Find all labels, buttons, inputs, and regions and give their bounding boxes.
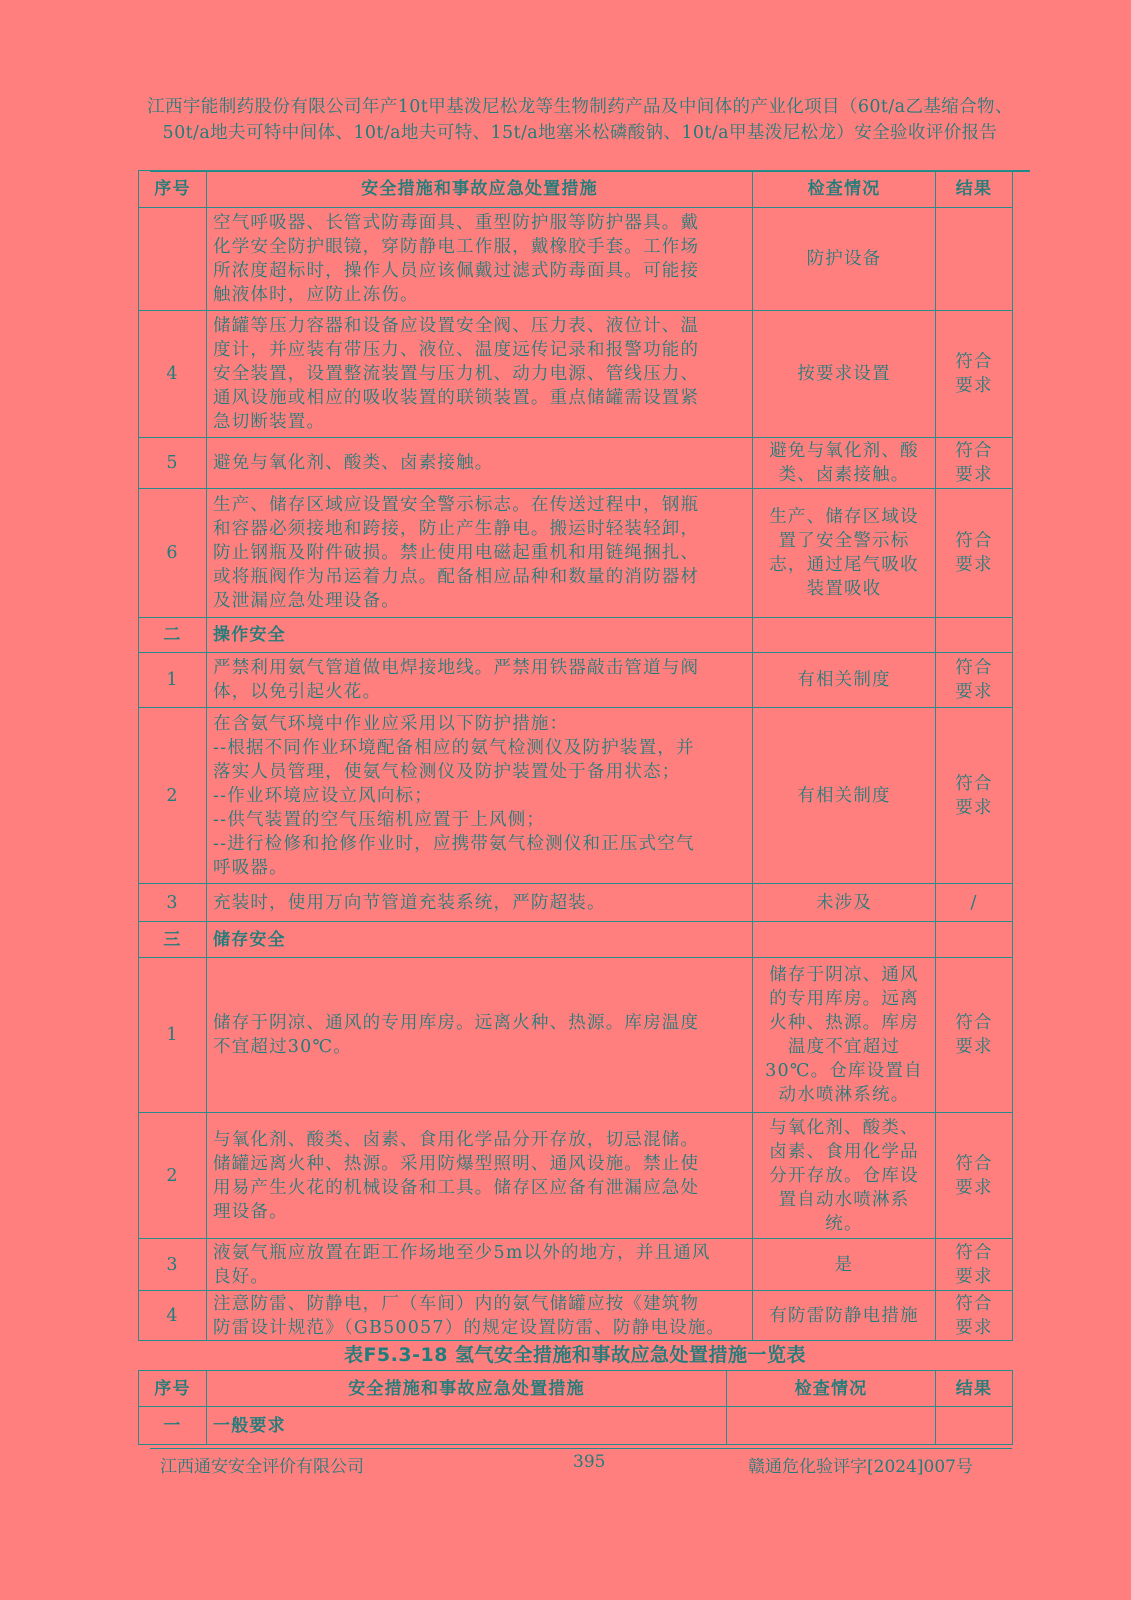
measure-cell: 与氧化剂、酸类、卤素、食用化学品分开存放，切忌混储。 储罐远离火种、热源。采用防爆型照明、通风设施。禁止使 用易产生火花的机械设备和工具。储存区应备有泄漏应急处 理设备。 [207, 1113, 753, 1239]
check-cell: 生产、储存区域设 置了安全警示标 志，通过尾气吸收 装置吸收 [753, 489, 936, 618]
row-number: 二 [139, 618, 207, 653]
col-header-measure: 安全措施和事故应急处置措施 [207, 171, 753, 208]
table-row [139, 208, 1013, 311]
table-row [139, 489, 1013, 618]
table-row [139, 708, 1013, 884]
table-header-row [139, 1371, 1013, 1407]
table-row [139, 438, 1013, 489]
check-cell: 与氧化剂、酸类、 卤素、食用化学品 分开存放。仓库设 置自动水喷淋系 统。 [753, 1113, 936, 1239]
check-cell [753, 618, 936, 653]
row-number: 2 [139, 708, 207, 884]
measure-cell: 液氨气瓶应放置在距工作场地至少5m以外的地方，并且通风 良好。 [207, 1239, 753, 1291]
section-row [139, 922, 1013, 958]
row-number: 3 [139, 1239, 207, 1291]
row-number: 三 [139, 922, 207, 958]
table-row [139, 1239, 1013, 1291]
row-number: 6 [139, 489, 207, 618]
measure-cell: 严禁利用氨气管道做电焊接地线。严禁用铁器敲击管道与阀 体，以免引起火花。 [207, 653, 753, 708]
measure-cell: 储罐等压力容器和设备应设置安全阀、压力表、液位计、温 度计，并应装有带压力、液位、温度远传记录和报警功能的 安全装置，设置整流装置与压力机、动力电源、管线压力、 通风设施或相应的吸收装置的联锁装置。重点储罐需设置紧 急切断装置。 [207, 311, 753, 438]
check-cell: 防护设备 [753, 208, 936, 311]
result-cell: 符合 要求 [936, 311, 1013, 438]
table-row [139, 884, 1013, 922]
measure-cell: 注意防雷、防静电，厂（车间）内的氨气储罐应按《建筑物 防雷设计规范》（GB50057）的规定设置防雷、防静电设施。 [207, 1291, 753, 1341]
report-header: 江西宇能制药股份有限公司年产10t甲基泼尼松龙等生物制药产品及中间体的产业化项目（60t/a乙基缩合物、50t/a地夫可特中间体、10t/a地夫可特、15t/a地塞米松磷酸钠、10t/a甲基泼尼松龙）安全验收评价报告 [147, 97, 1013, 143]
result-cell: / [936, 884, 1013, 922]
result-cell: 符合 要求 [936, 653, 1013, 708]
row-number: 1 [139, 653, 207, 708]
result-cell [936, 922, 1013, 958]
measure-cell: 在含氨气环境中作业应采用以下防护措施： --根据不同作业环境配备相应的氨气检测仪及防护装置，并 落实人员管理，使氨气检测仪及防护装置处于备用状态； --作业环境应设立风向标； --供气装置的空气压缩机应置于上风侧； --进行检修和抢修作业时，应携带氨气检测仪和正压式空气 呼吸器。 [207, 708, 753, 884]
measure-cell: 储存于阴凉、通风的专用库房。远离火种、热源。库房温度 不宜超过30℃。 [207, 958, 753, 1113]
result-cell [936, 618, 1013, 653]
safety-measures-table [138, 170, 1013, 1341]
col-header-no: 序号 [139, 1371, 207, 1407]
col-header-result: 结果 [936, 171, 1013, 208]
col-header-check: 检查情况 [727, 1371, 936, 1407]
table-row [139, 1291, 1013, 1341]
table-caption: 表F5.3-18 氢气安全措施和事故应急处置措施一览表 [343, 1344, 807, 1366]
check-cell: 储存于阴凉、通风 的专用库房。远离 火种、热源。库房 温度不宜超过 30℃。仓库设置自 动水喷淋系统。 [753, 958, 936, 1113]
result-cell: 符合 要求 [936, 708, 1013, 884]
result-cell: 符合 要求 [936, 438, 1013, 489]
check-cell [727, 1407, 936, 1445]
measure-cell: 一般要求 [207, 1407, 727, 1445]
check-cell: 有防雷防静电措施 [753, 1291, 936, 1341]
col-header-check: 检查情况 [753, 171, 936, 208]
col-header-measure: 安全措施和事故应急处置措施 [207, 1371, 727, 1407]
check-cell: 按要求设置 [753, 311, 936, 438]
check-cell: 有相关制度 [753, 708, 936, 884]
row-number [139, 208, 207, 311]
col-header-result: 结果 [936, 1371, 1013, 1407]
footer-divider [150, 1448, 1012, 1449]
footer-company: 江西通安安全评价有限公司 [160, 1457, 364, 1477]
result-cell: 符合 要求 [936, 489, 1013, 618]
table-row [139, 1113, 1013, 1239]
row-number: 1 [139, 958, 207, 1113]
row-number: 2 [139, 1113, 207, 1239]
result-cell: 符合 要求 [936, 1239, 1013, 1291]
result-cell: 符合 要求 [936, 1291, 1013, 1341]
check-cell: 有相关制度 [753, 653, 936, 708]
measure-cell: 充装时，使用万向节管道充装系统，严防超装。 [207, 884, 753, 922]
check-cell: 避免与氧化剂、酸 类、卤素接触。 [753, 438, 936, 489]
check-cell: 是 [753, 1239, 936, 1291]
footer-ref: 赣通危化验评字[2024]007号 [748, 1457, 973, 1477]
measure-cell: 避免与氧化剂、酸类、卤素接触。 [207, 438, 753, 489]
measure-cell: 储存安全 [207, 922, 753, 958]
result-cell [936, 208, 1013, 311]
row-number: 4 [139, 311, 207, 438]
row-number: 3 [139, 884, 207, 922]
row-number: 5 [139, 438, 207, 489]
row-number: 一 [139, 1407, 207, 1445]
page-number: 395 [573, 1452, 606, 1472]
table-header-row [139, 171, 1013, 208]
row-number: 4 [139, 1291, 207, 1341]
table-row [139, 653, 1013, 708]
result-cell: 符合 要求 [936, 1113, 1013, 1239]
result-cell [936, 1407, 1013, 1445]
section-row [139, 618, 1013, 653]
measure-cell: 操作安全 [207, 618, 753, 653]
page-body [138, 170, 1012, 1445]
section-row [139, 1407, 1013, 1445]
check-cell [753, 922, 936, 958]
hydrogen-measures-table [138, 1370, 1013, 1445]
table-row [139, 958, 1013, 1113]
measure-cell: 生产、储存区域应设置安全警示标志。在传送过程中，钢瓶 和容器必须接地和跨接，防止产生静电。搬运时轻装轻卸， 防止钢瓶及附件破损。禁止使用电磁起重机和用链绳捆扎、 或将瓶阀作为吊运着力点。配备相应品种和数量的消防器材 及泄漏应急处理设备。 [207, 489, 753, 618]
col-header-no: 序号 [139, 171, 207, 208]
result-cell: 符合 要求 [936, 958, 1013, 1113]
check-cell: 未涉及 [753, 884, 936, 922]
measure-cell: 空气呼吸器、长管式防毒面具、重型防护服等防护器具。戴 化学安全防护眼镜，穿防静电工作服，戴橡胶手套。工作场 所浓度超标时，操作人员应该佩戴过滤式防毒面具。可能接 触液体时，应防止冻伤。 [207, 208, 753, 311]
table-row [139, 311, 1013, 438]
